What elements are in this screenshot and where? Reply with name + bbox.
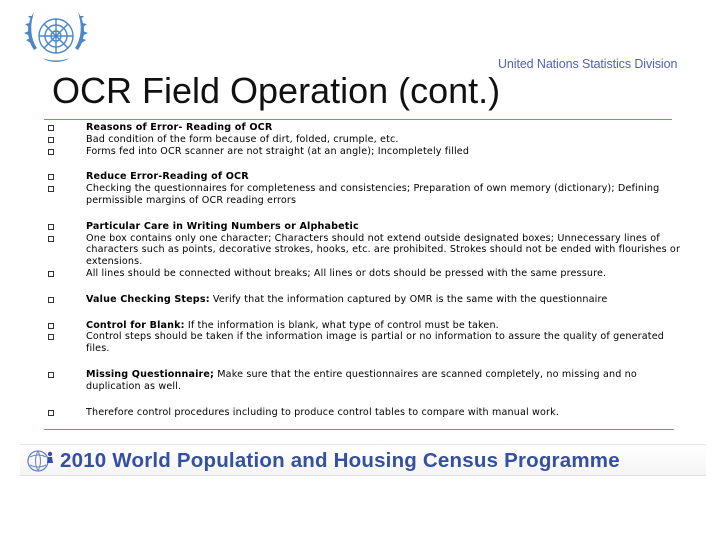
list-item xyxy=(42,183,682,207)
page-title: OCR Field Operation (cont.) xyxy=(52,70,501,111)
block-control-blank xyxy=(42,320,682,355)
square-bullet-icon xyxy=(48,297,54,303)
square-bullet-icon xyxy=(48,224,54,230)
square-bullet-icon xyxy=(48,186,54,192)
bullet-list xyxy=(42,122,682,418)
square-bullet-icon xyxy=(48,334,54,340)
block-missing-questionnaire xyxy=(42,369,682,393)
list-item xyxy=(42,146,682,158)
square-bullet-icon xyxy=(48,323,54,329)
item-text: Bad condition of the form because of dirt, folded, crumple, etc. xyxy=(86,133,399,145)
footer-divider xyxy=(44,429,674,430)
item-heading: Reduce Error-Reading of OCR xyxy=(86,171,249,183)
item-text: If the information is blank, what type of control must be taken. xyxy=(184,319,499,331)
block-ocr-errors xyxy=(42,122,682,157)
square-bullet-icon xyxy=(48,372,54,378)
list-item xyxy=(42,134,682,146)
item-heading: Particular Care in Writing Numbers or Alphabetic xyxy=(86,220,359,232)
square-bullet-icon xyxy=(48,125,54,131)
square-bullet-icon xyxy=(48,137,54,143)
block-writing-care xyxy=(42,221,682,280)
block-control-procedures xyxy=(42,407,682,419)
item-text: One box contains only one character; Characters should not extend outside designated boxes; Unnecessary lines of characters such as points, decorative strokes, hooks, etc. are prohibited. Strokes should not be ended with flourishes or extensions. xyxy=(86,232,681,268)
item-heading: Reasons of Error- Reading of OCR xyxy=(86,122,273,133)
square-bullet-icon xyxy=(48,410,54,416)
square-bullet-icon xyxy=(48,236,54,242)
un-emblem-icon xyxy=(20,6,92,70)
list-item xyxy=(42,320,682,332)
block-value-checking xyxy=(42,294,682,306)
list-item xyxy=(42,171,682,183)
list-item xyxy=(42,294,682,306)
globe-people-icon xyxy=(24,447,56,473)
block-reduce-errors xyxy=(42,171,682,206)
banner-title: 2010 World Population and Housing Census Programme xyxy=(60,449,620,472)
census-banner xyxy=(20,444,706,476)
square-bullet-icon xyxy=(48,271,54,277)
item-text: Checking the questionnaires for completeness and consistencies; Preparation of own memory (dictionary); Defining permissible margins of OCR reading errors xyxy=(86,183,660,206)
square-bullet-icon xyxy=(48,174,54,180)
item-text: Make sure that the entire questionnaires are scanned completely, no missing and no duplication as well. xyxy=(86,368,637,392)
square-bullet-icon xyxy=(48,149,54,155)
list-item xyxy=(42,407,682,419)
list-item xyxy=(42,268,682,280)
item-text: Therefore control procedures including to produce control tables to compare with manual work. xyxy=(86,406,560,418)
item-heading: Missing Questionnaire; xyxy=(86,368,215,380)
division-name: United Nations Statistics Division xyxy=(498,57,678,71)
list-item xyxy=(42,221,682,233)
title-divider xyxy=(44,119,672,120)
item-text: Control steps should be taken if the information image is partial or no information to assure the quality of generated files. xyxy=(86,331,664,355)
item-heading: Control for Blank: xyxy=(86,319,185,331)
list-item xyxy=(42,369,682,393)
list-item xyxy=(42,122,682,134)
item-text: Forms fed into OCR scanner are not straight (at an angle); Incompletely filled xyxy=(86,145,470,157)
list-item xyxy=(42,233,682,268)
item-heading: Value Checking Steps: xyxy=(86,293,210,305)
item-text: All lines should be connected without breaks; All lines or dots should be pressed with the same pressure. xyxy=(86,267,607,279)
item-text: Verify that the information captured by OMR is the same with the questionnaire xyxy=(209,293,608,305)
list-item xyxy=(42,331,682,355)
